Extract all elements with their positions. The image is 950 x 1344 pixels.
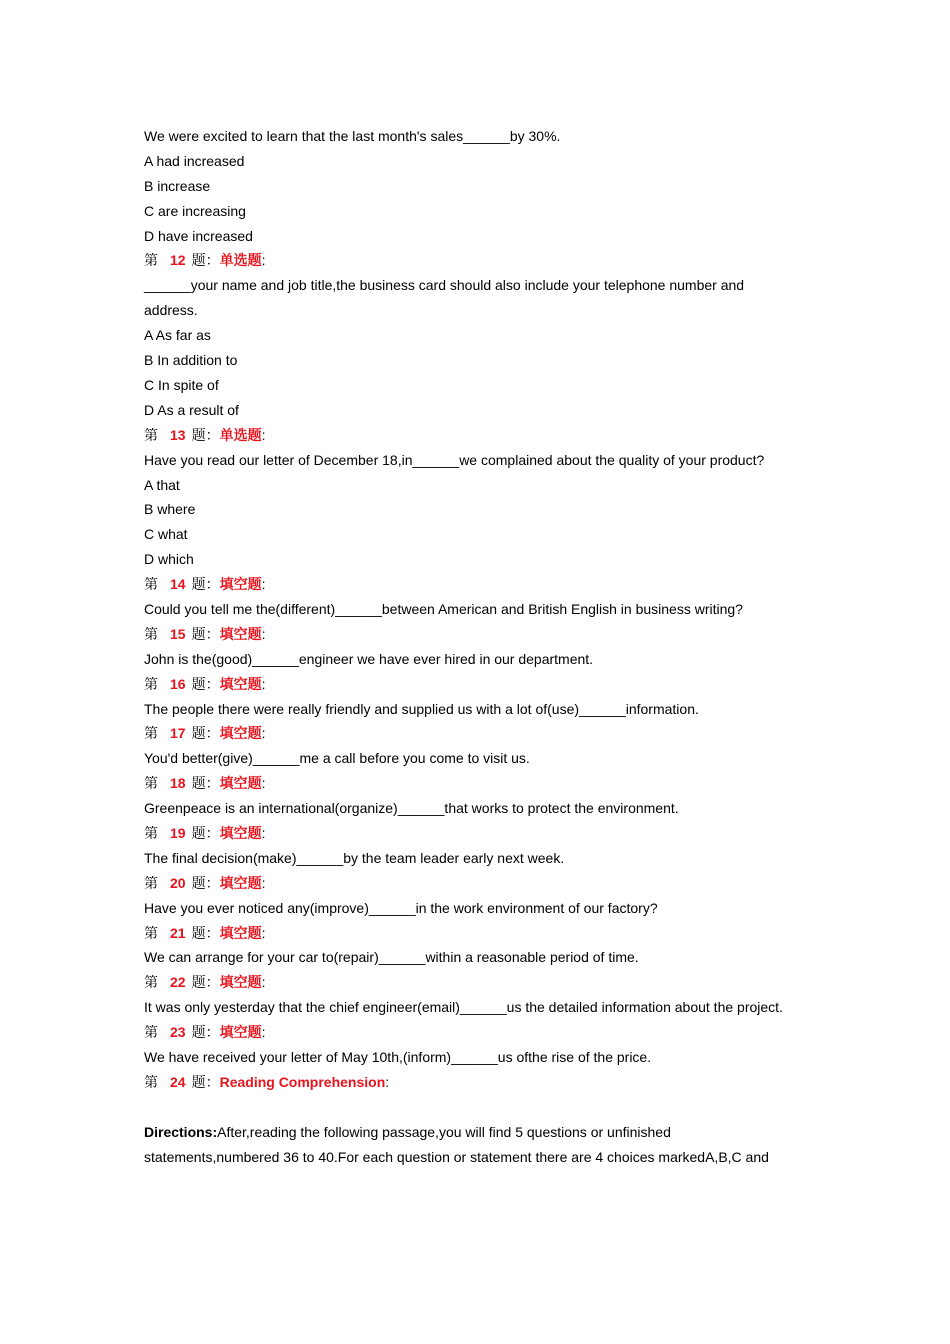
question-header: [144, 721, 794, 746]
question-stem: Have you ever noticed any(improve)______in the work environment of our factory?: [144, 899, 658, 916]
question-number: 22: [170, 974, 186, 991]
question-prefix: 第: [144, 252, 158, 269]
question-prefix: 第: [144, 974, 158, 991]
option-b: B increase: [144, 177, 211, 194]
question-header: [144, 672, 794, 697]
question-header: [144, 423, 794, 448]
question-colon: :: [261, 1024, 266, 1041]
question-prefix: 第: [144, 824, 158, 841]
question-stem: ______your name and job title,the business card should also include your telephone number and address.: [144, 277, 745, 319]
question-number: 21: [170, 924, 186, 941]
option-a: A As far as: [144, 327, 211, 344]
question-number: 20: [170, 874, 186, 891]
question-stem: We can arrange for your car to(repair)______within a reasonable period of time.: [144, 949, 639, 966]
question-type: 单选题: [219, 252, 262, 269]
option-a: A had increased: [144, 152, 245, 169]
directions-text: After,reading the following passage,you will find 5 questions or unfinished statements,numbered 36 to 40.For each question or statement there are 4 choices markedA,B,C and: [144, 1123, 769, 1165]
question-ti: 题：: [191, 426, 220, 443]
spacer: [144, 1095, 794, 1120]
question-stem: The people there were really friendly and supplied us with a lot of(use)______information.: [144, 700, 699, 717]
option-a: A that: [144, 476, 180, 493]
question-type: 填空题: [219, 576, 262, 593]
option-b: B where: [144, 501, 196, 518]
question-prefix: 第: [144, 675, 158, 692]
question-ti: 题：: [191, 874, 220, 891]
document-body: [144, 124, 794, 1169]
question-colon: :: [261, 974, 266, 991]
directions-paragraph: [144, 1120, 794, 1170]
question-prefix: 第: [144, 576, 158, 593]
question-colon: :: [261, 576, 266, 593]
question-number: 18: [170, 775, 186, 792]
question-type: 填空题: [219, 725, 262, 742]
option-c: C In spite of: [144, 376, 219, 393]
question-header: [144, 970, 794, 995]
question-ti: 题：: [191, 625, 220, 642]
question-stem: The final decision(make)______by the team leader early next week.: [144, 849, 565, 866]
question-type: 填空题: [219, 824, 262, 841]
question-number: 16: [170, 675, 186, 692]
question-colon: :: [261, 775, 266, 792]
question-type: Reading Comprehension: [219, 1073, 386, 1090]
question-ti: 题：: [191, 252, 220, 269]
question-number: 17: [170, 725, 186, 742]
question-stem: Have you read our letter of December 18,in______we complained about the quality of your product?: [144, 451, 765, 468]
question-stem: John is the(good)______engineer we have ever hired in our department.: [144, 650, 594, 667]
option-d: D which: [144, 551, 194, 568]
question-number: 19: [170, 824, 186, 841]
question-ti: 题：: [191, 1073, 220, 1090]
question-header: [144, 248, 794, 273]
question-ti: 题：: [191, 725, 220, 742]
question-type: 填空题: [219, 675, 262, 692]
question-number: 12: [170, 252, 186, 269]
question-colon: :: [261, 675, 266, 692]
question-colon: :: [261, 725, 266, 742]
question-ti: 题：: [191, 824, 220, 841]
option-c: C what: [144, 526, 188, 543]
question-ti: 题：: [191, 675, 220, 692]
question-number: 23: [170, 1024, 186, 1041]
question-header: [144, 622, 794, 647]
question-type: 单选题: [219, 426, 262, 443]
question-stem: Could you tell me the(different)______between American and British English in business writing?: [144, 600, 743, 617]
question-header: [144, 871, 794, 896]
directions-label: Directions:: [144, 1123, 218, 1140]
question-type: 填空题: [219, 974, 262, 991]
question-prefix: 第: [144, 775, 158, 792]
question-prefix: 第: [144, 625, 158, 642]
question-type: 填空题: [219, 874, 262, 891]
question-colon: :: [261, 824, 266, 841]
question-header: [144, 1020, 794, 1045]
option-c: C are increasing: [144, 202, 246, 219]
option-b: B In addition to: [144, 352, 238, 369]
question-header: [144, 821, 794, 846]
question-prefix: 第: [144, 1073, 158, 1090]
question-stem: You'd better(give)______me a call before you come to visit us.: [144, 750, 530, 767]
question-ti: 题：: [191, 974, 220, 991]
question-colon: :: [261, 874, 266, 891]
question-ti: 题：: [191, 775, 220, 792]
question-colon: :: [261, 924, 266, 941]
question-ti: 题：: [191, 924, 220, 941]
question-prefix: 第: [144, 426, 158, 443]
question-header: [144, 771, 794, 796]
question-number: 15: [170, 625, 186, 642]
question-prefix: 第: [144, 725, 158, 742]
question-type: 填空题: [219, 775, 262, 792]
question-prefix: 第: [144, 924, 158, 941]
question-stem: We were excited to learn that the last month's sales______by 30%.: [144, 128, 561, 144]
question-header: [144, 921, 794, 946]
question-prefix: 第: [144, 1024, 158, 1041]
question-prefix: 第: [144, 874, 158, 891]
question-type: 填空题: [219, 625, 262, 642]
question-header: [144, 572, 794, 597]
question-number: 14: [170, 576, 186, 593]
option-d: D As a result of: [144, 401, 239, 418]
question-header: [144, 1070, 794, 1095]
question-colon: :: [385, 1073, 390, 1090]
question-number: 13: [170, 426, 186, 443]
question-ti: 题：: [191, 1024, 220, 1041]
question-colon: :: [261, 252, 266, 269]
option-d: D have increased: [144, 227, 253, 244]
question-stem: Greenpeace is an international(organize)______that works to protect the environment.: [144, 800, 679, 817]
question-ti: 题：: [191, 576, 220, 593]
question-colon: :: [261, 625, 266, 642]
question-type: 填空题: [219, 1024, 262, 1041]
question-type: 填空题: [219, 924, 262, 941]
question-colon: :: [261, 426, 266, 443]
question-stem: It was only yesterday that the chief engineer(email)______us the detailed information about the project.: [144, 999, 783, 1016]
question-stem: We have received your letter of May 10th,(inform)______us ofthe rise of the price.: [144, 1049, 652, 1065]
question-number: 24: [170, 1073, 186, 1090]
